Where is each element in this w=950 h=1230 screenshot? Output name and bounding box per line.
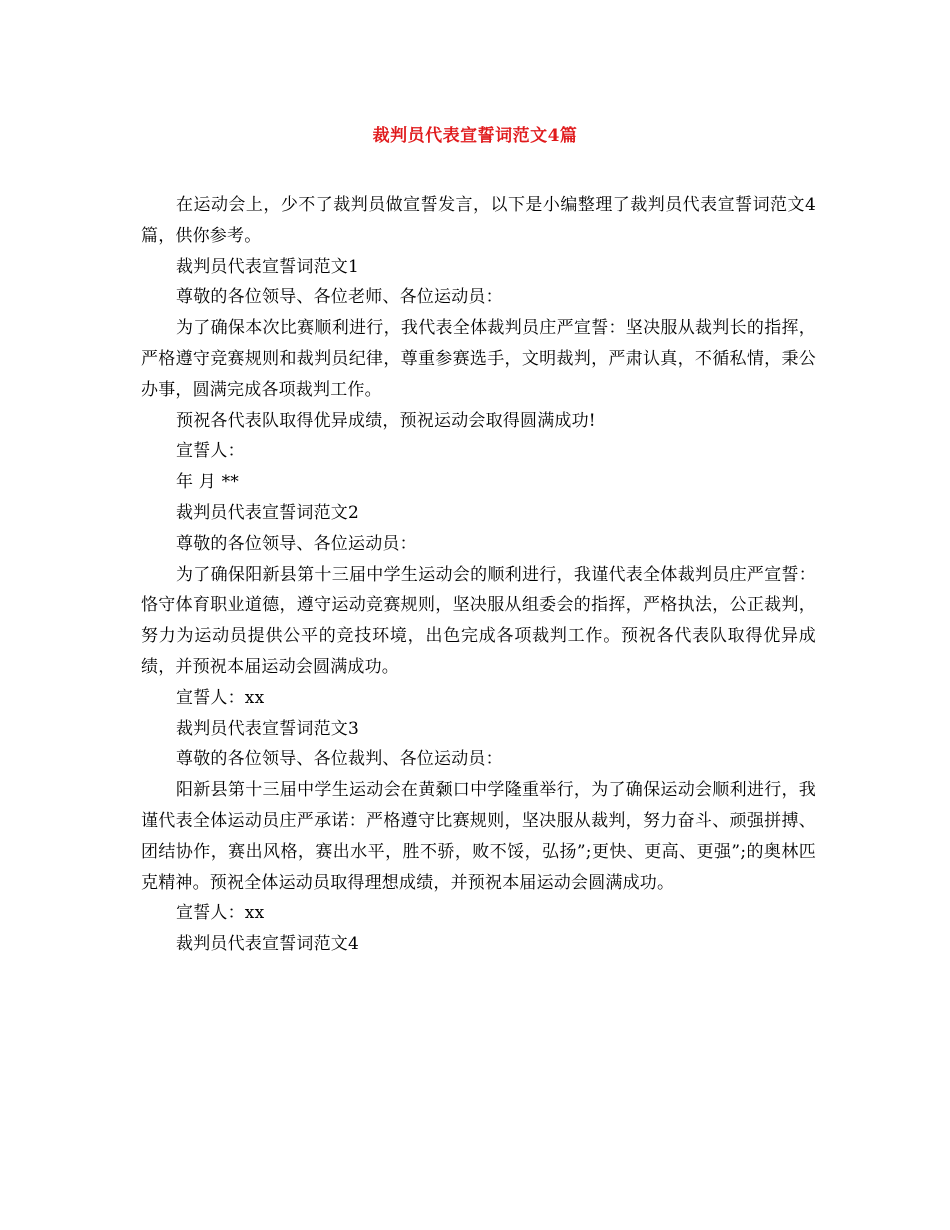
section-heading-4: 裁判员代表宣誓词范文4 [176, 934, 360, 955]
section-heading-1: 裁判员代表宣誓词范文1 [176, 256, 360, 277]
wish-paragraph-1: 预祝各代表队取得优异成绩，预祝运动会取得圆满成功! [176, 410, 596, 431]
date-line-1: 年 月 ** [176, 472, 240, 493]
document-title: 裁判员代表宣誓词范文4篇 [372, 126, 578, 146]
oath-paragraph-2: 为了确保阳新县第十三届中学生运动会的顺利进行，我谨代表全体裁判员庄严宣誓：恪守体育职业道德，遵守运动竞赛规则，坚决服从组委会的指挥，严格执法，公正裁判，努力为运动员提供公平的竞技环境，出色完成各项裁判工作。预祝各代表队取得优异成绩，并预祝本届运动会圆满成功。 [141, 564, 816, 677]
oath-taker-3: 宣誓人：xx [176, 903, 265, 924]
salutation-2: 尊敬的各位领导、各位运动员： [176, 533, 417, 554]
oath-taker-1: 宣誓人： [176, 441, 245, 462]
salutation-1: 尊敬的各位领导、各位老师、各位运动员： [176, 287, 503, 308]
oath-taker-2: 宣誓人：xx [176, 687, 265, 708]
oath-paragraph-3: 阳新县第十三届中学生运动会在黄颡口中学隆重举行，为了确保运动会顺利进行，我谨代表全体运动员庄严承诺：严格遵守比赛规则，坚决服从裁判，努力奋斗、顽强拼搏、团结协作，赛出风格，赛出水平，胜不骄，败不馁，弘扬”;更快、更高、更强”;的奥林匹克精神。预祝全体运动员取得理想成绩，并预祝本届运动会圆满成功。 [141, 780, 816, 893]
section-heading-2: 裁判员代表宣誓词范文2 [176, 502, 360, 523]
section-heading-3: 裁判员代表宣誓词范文3 [176, 718, 360, 739]
document-body [141, 190, 816, 960]
salutation-3: 尊敬的各位领导、各位裁判、各位运动员： [176, 749, 503, 770]
oath-paragraph-1: 为了确保本次比赛顺利进行，我代表全体裁判员庄严宣誓：坚决服从裁判长的指挥，严格遵守竞赛规则和裁判员纪律，尊重参赛选手，文明裁判，严肃认真，不循私情，秉公办事，圆满完成各项裁判工作。 [141, 318, 816, 400]
intro-paragraph: 在运动会上，少不了裁判员做宣誓发言，以下是小编整理了裁判员代表宣誓词范文4篇，供你参考。 [141, 195, 816, 246]
